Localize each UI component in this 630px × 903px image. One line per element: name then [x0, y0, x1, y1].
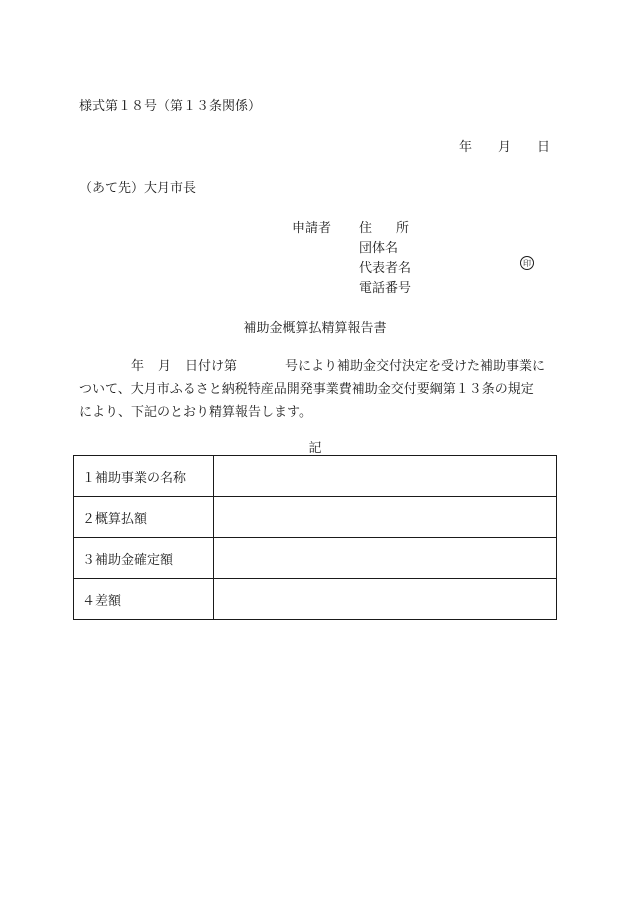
row-value-input[interactable] — [214, 456, 557, 497]
row-value-input[interactable] — [214, 579, 557, 620]
date-year: 年 — [459, 140, 473, 155]
document-title: 補助金概算払精算報告書 — [243, 321, 387, 336]
table-row — [74, 579, 557, 620]
body-date-number: 日付け第 — [185, 359, 238, 374]
addressee: （あて先）大月市長 — [79, 181, 197, 196]
row-label: ３補助金確定額 — [74, 538, 214, 579]
row-value-input[interactable] — [214, 538, 557, 579]
body-line-3: により、下記のとおり精算報告します。 — [79, 405, 312, 420]
seal-mark: 印 — [520, 256, 534, 270]
body-month: 月 — [158, 359, 172, 374]
body-paragraph — [79, 355, 559, 424]
address-label — [359, 217, 409, 236]
date-day: 日 — [537, 140, 551, 155]
phone-label: 電話番号 — [359, 281, 412, 296]
representative-label: 代表者名 — [359, 261, 412, 276]
row-label: ４差額 — [74, 579, 214, 620]
organization-label: 団体名 — [359, 241, 399, 256]
body-line-1-end: 号により補助金交付決定を受けた補助事業に — [285, 359, 546, 374]
row-label: １補助事業の名称 — [74, 456, 214, 497]
table-row — [74, 538, 557, 579]
applicant-label: 申請者 — [292, 221, 332, 236]
form-number: 様式第１８号（第１３条関係） — [79, 99, 262, 114]
address-label-part1: 住 — [359, 221, 373, 236]
row-label: ２概算払額 — [74, 497, 214, 538]
table-row — [74, 456, 557, 497]
table-row — [74, 497, 557, 538]
detail-table — [73, 455, 557, 620]
body-line-1 — [79, 355, 559, 378]
ki-heading: 記 — [308, 441, 322, 456]
address-label-part2: 所 — [396, 221, 410, 236]
date-line — [459, 136, 550, 155]
date-month: 月 — [498, 140, 512, 155]
body-year: 年 — [131, 359, 145, 374]
row-value-input[interactable] — [214, 497, 557, 538]
body-line-2: ついて、大月市ふるさと納税特産品開発事業費補助金交付要綱第１３条の規定 — [79, 382, 534, 397]
